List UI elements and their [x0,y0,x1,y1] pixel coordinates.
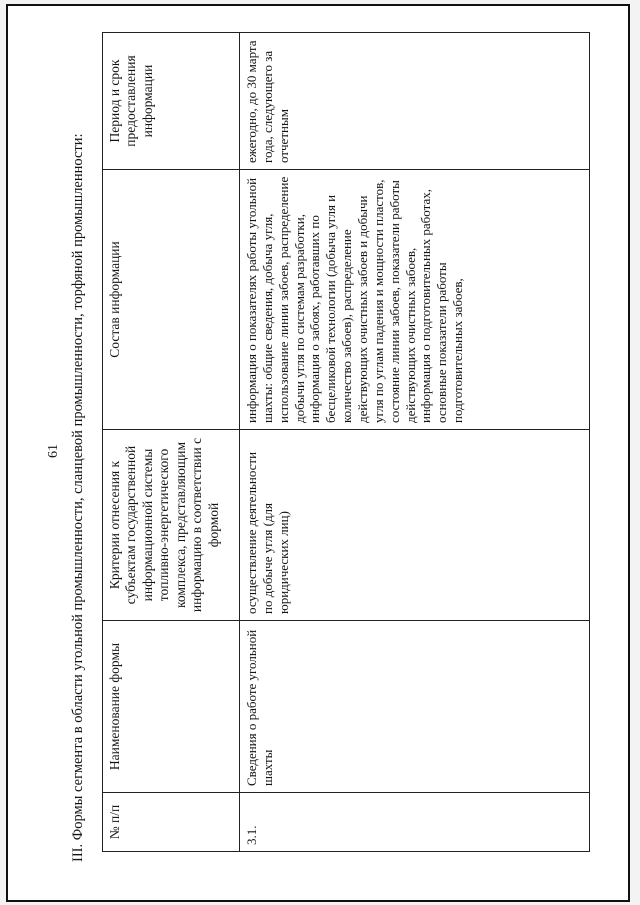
section-heading: III. Формы сегмента в области угольной промышленности, сланцевой промышленности, торфяной промышленности: [70,133,86,862]
page-number: 61 [46,444,61,458]
cell-number: 3.1. [240,793,590,852]
header-composition: Состав информации [103,170,240,430]
header-criteria: Критерии отнесения к субъектам государственной информационной системы топливно-энергетического комплекса, представляющим информацию в соответствии с формой [103,430,240,621]
table-row [240,33,590,852]
header-number: № п/п [103,793,240,852]
cell-composition: информация о показателях работы угольной шахты: общие сведения, добыча угля, использование линии забоев, распределение добычи угля по системам разработки, информация о забоях, работавших по бесцеликовой технологии (добыча угля и количество забоев), распределение действующих очистных забоев и добычи угля по углам падения и мощности пластов, состояние линии забоев, показатели работы действующих очистных забоев, информация о подготовительных работах, основные показатели работы подготовительных забоев, [240,170,590,430]
cell-period: ежегодно, до 30 марта года, следующего за отчетным [240,33,590,170]
cell-form-name: Сведения о работе угольной шахты [240,621,590,793]
header-form-name: Наименование формы [103,621,240,793]
header-period: Период и срок предоставления информации [103,33,240,170]
rotated-page-content [8,6,630,902]
forms-table [102,32,590,852]
table-header-row [103,33,240,852]
document-page [6,4,630,902]
cell-criteria: осуществление деятельности по добыче угля (для юридических лиц) [240,430,590,621]
